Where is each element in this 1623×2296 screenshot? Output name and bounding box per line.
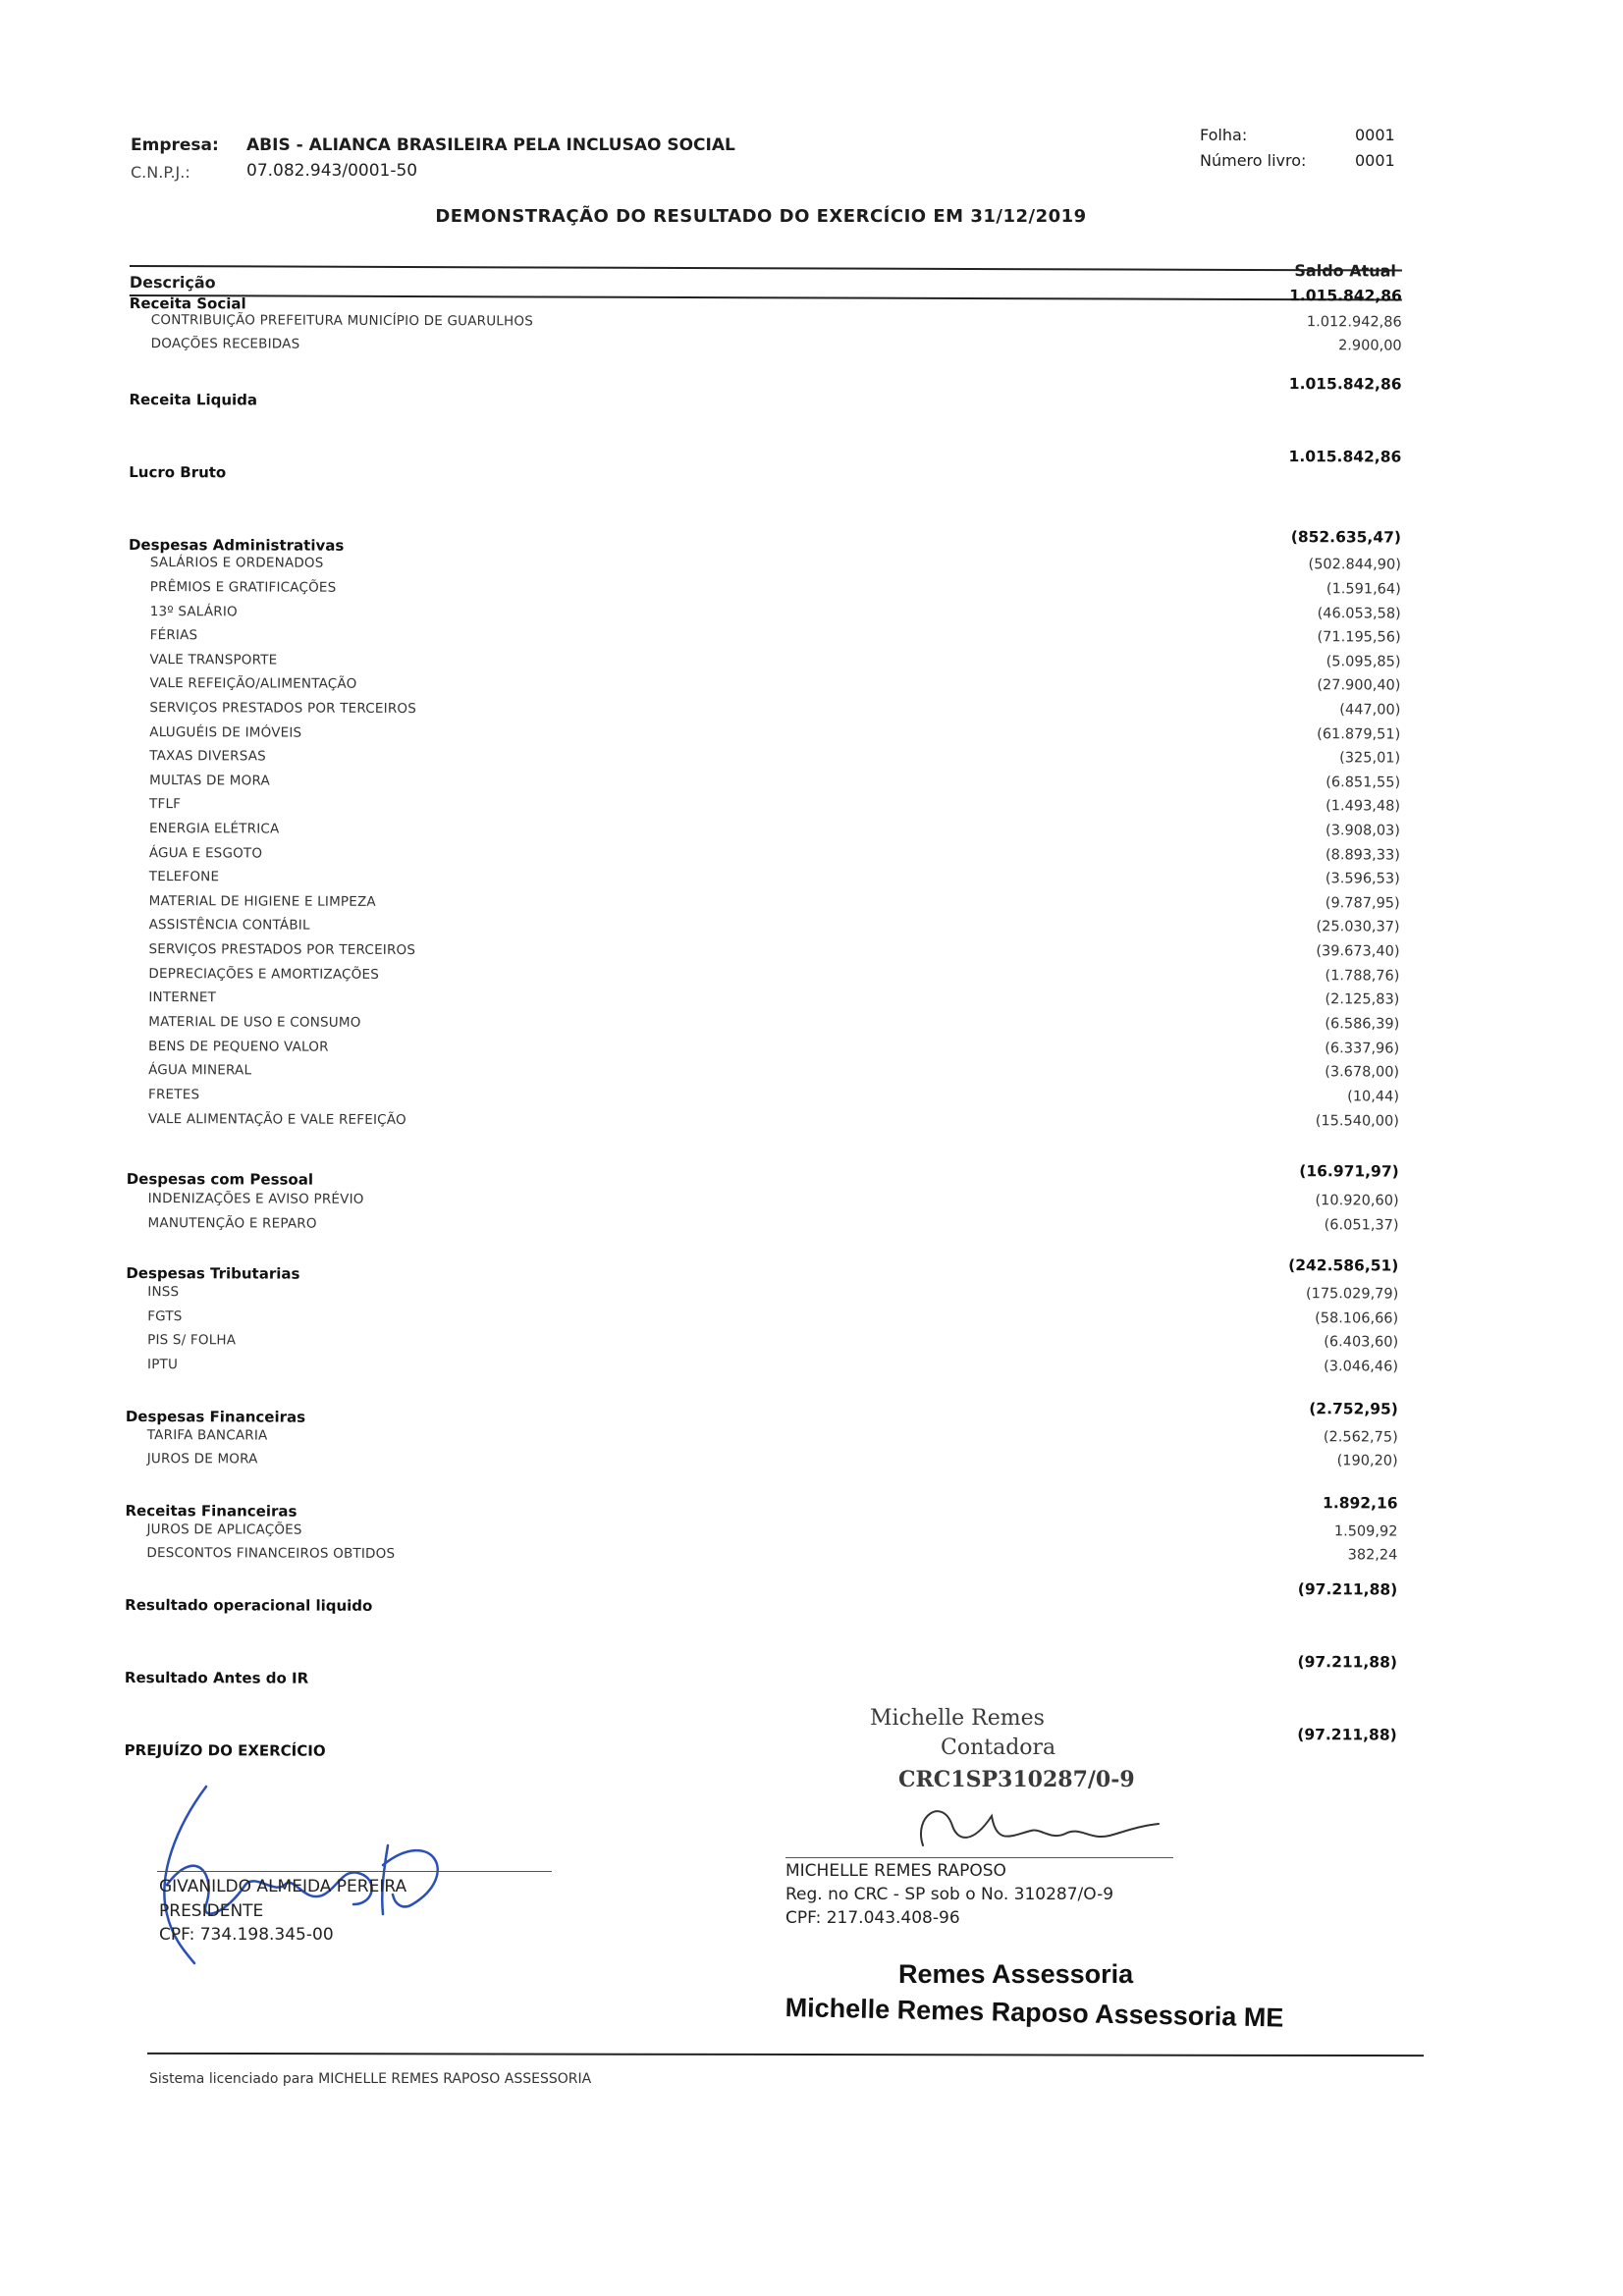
- line-item-value: (10,44): [1347, 1089, 1400, 1105]
- line-item-label: ÁGUA E ESGOTO: [148, 845, 263, 862]
- accountant-handwritten-crc: CRC1SP310287/0-9: [898, 1767, 1135, 1792]
- group-total: (97.211,88): [1297, 1726, 1397, 1744]
- line-item-row: [128, 748, 1400, 776]
- line-item-label: BENS DE PEQUENO VALOR: [148, 1039, 329, 1055]
- line-item-value: (3.908,03): [1325, 823, 1400, 839]
- line-item-row: [127, 1087, 1399, 1115]
- cnpj-label: C.N.P.J.:: [131, 163, 190, 182]
- group-label: Despesas com Pessoal: [126, 1169, 314, 1189]
- footer-license-text: Sistema licenciado para MICHELLE REMES RAPOSO ASSESSORIA: [149, 2071, 592, 2087]
- line-item-label: TARIFA BANCARIA: [146, 1427, 268, 1444]
- line-item-row: [128, 917, 1400, 945]
- line-item-value: (175.029,79): [1305, 1286, 1399, 1303]
- group-label: Resultado Antes do IR: [124, 1668, 309, 1687]
- group-total: (2.752,95): [1309, 1400, 1398, 1418]
- line-item-row: [127, 1014, 1399, 1042]
- line-item-value: (9.787,95): [1325, 895, 1400, 912]
- income-statement-table: [125, 253, 1402, 1789]
- group-label: Receitas Financeiras: [125, 1501, 298, 1521]
- group-label: Receita Liquida: [129, 390, 258, 409]
- accountant-signature-scribble: [884, 1787, 1178, 1865]
- group-label: PREJUÍZO DO EXERCÍCIO: [124, 1740, 326, 1760]
- group-label: Receita Social: [129, 294, 246, 313]
- line-item-row: [127, 989, 1399, 1018]
- line-item-value: (10.920,60): [1315, 1193, 1399, 1209]
- line-item-value: (15.540,00): [1315, 1113, 1399, 1130]
- line-item-label: ENERGIA ELÉTRICA: [148, 821, 280, 837]
- line-item-label: FRETES: [147, 1087, 200, 1103]
- line-item-value: (6.337,96): [1325, 1041, 1400, 1057]
- line-item-value: 1.509,92: [1333, 1523, 1398, 1540]
- group-total: 1.015.842,86: [1288, 375, 1402, 394]
- cnpj-value: 07.082.943/0001-50: [246, 161, 418, 181]
- group-total: 1.015.842,86: [1289, 287, 1402, 305]
- line-item-value: (6.586,39): [1325, 1016, 1400, 1033]
- header-rule-top: [130, 265, 1402, 272]
- line-item-label: PRÊMIOS E GRATIFICAÇÕES: [149, 579, 337, 596]
- accountant-signature-line: [785, 1857, 1173, 1858]
- group-total: (242.586,51): [1288, 1256, 1399, 1275]
- line-item-label: DEPRECIAÇÕES E AMORTIZAÇÕES: [148, 966, 380, 983]
- line-item-label: MATERIAL DE USO E CONSUMO: [148, 1014, 361, 1031]
- line-item-value: (71.195,56): [1317, 629, 1401, 646]
- line-item-label: PIS S/ FOLHA: [147, 1332, 237, 1349]
- group-row: [126, 1162, 1399, 1195]
- line-item-label: MATERIAL DE HIGIENE E LIMPEZA: [148, 893, 376, 910]
- line-item-value: 382,24: [1347, 1547, 1398, 1564]
- president-signature-line: [157, 1871, 552, 1872]
- line-item-label: 13º SALÁRIO: [149, 604, 238, 620]
- line-item-label: TAXAS DIVERSAS: [149, 748, 266, 765]
- line-item-value: (39.673,40): [1316, 943, 1400, 960]
- group-label: Despesas Financeiras: [125, 1407, 306, 1426]
- line-item-label: CONTRIBUIÇÃO PREFEITURA MUNICÍPIO DE GUARULHOS: [150, 312, 534, 330]
- president-name: GIVANILDO ALMEIDA PEREIRA: [159, 1877, 407, 1896]
- line-item-value: (2.562,75): [1323, 1429, 1398, 1446]
- line-item-label: ALUGUÉIS DE IMÓVEIS: [149, 724, 302, 741]
- accountant-crc: Reg. no CRC - SP sob o No. 310287/O-9: [785, 1885, 1114, 1904]
- group-label: Despesas Tributarias: [126, 1263, 300, 1283]
- line-item-row: [128, 700, 1400, 728]
- line-item-value: 2.900,00: [1338, 338, 1402, 354]
- line-item-value: (1.591,64): [1325, 581, 1401, 598]
- line-item-value: (447,00): [1339, 702, 1401, 719]
- group-total: 1.892,16: [1323, 1494, 1398, 1513]
- line-item-value: (2.125,83): [1325, 991, 1400, 1008]
- line-item-value: (3.678,00): [1325, 1064, 1400, 1081]
- line-item-label: TFLF: [149, 796, 182, 813]
- line-item-value: (325,01): [1339, 750, 1401, 767]
- line-item-label: FÉRIAS: [149, 627, 198, 644]
- line-item-label: VALE TRANSPORTE: [149, 652, 278, 668]
- line-item-row: [127, 941, 1399, 970]
- accountant-name: MICHELLE REMES RAPOSO: [785, 1861, 1006, 1881]
- line-item-label: MULTAS DE MORA: [149, 773, 270, 789]
- accountant-cpf: CPF: 217.043.408-96: [785, 1908, 960, 1928]
- president-cpf: CPF: 734.198.345-00: [159, 1925, 334, 1945]
- group-label: Despesas Administrativas: [128, 535, 345, 555]
- empresa-label: Empresa:: [131, 135, 219, 155]
- line-item-label: FGTS: [147, 1308, 183, 1325]
- group-label: Resultado operacional liquido: [125, 1595, 373, 1615]
- line-item-label: INDENIZAÇÕES E AVISO PRÉVIO: [147, 1191, 364, 1207]
- line-item-label: SERVIÇOS PRESTADOS POR TERCEIROS: [149, 700, 417, 718]
- folha-value: 0001: [1355, 126, 1395, 144]
- company-header: [131, 135, 735, 155]
- footer-rule: [147, 2053, 1424, 2056]
- line-item-row: [127, 1062, 1399, 1091]
- line-item-row: [128, 675, 1400, 704]
- folha-label: Folha:: [1200, 126, 1248, 144]
- line-item-label: TELEFONE: [148, 869, 220, 885]
- line-item-label: SERVIÇOS PRESTADOS POR TERCEIROS: [148, 941, 416, 959]
- line-item-row: [128, 821, 1400, 849]
- column-description-header: Descrição: [129, 272, 216, 293]
- line-item-row: [128, 796, 1400, 825]
- group-total: (97.211,88): [1297, 1653, 1398, 1672]
- line-item-label: INTERNET: [148, 989, 217, 1006]
- line-item-label: ASSISTÊNCIA CONTÁBIL: [148, 917, 310, 934]
- line-item-row: [126, 1284, 1398, 1312]
- group-total: (852.635,47): [1290, 528, 1402, 547]
- line-item-row: [126, 1332, 1398, 1361]
- group-total: (16.971,97): [1299, 1162, 1399, 1181]
- signature-stroke: [921, 1811, 1159, 1845]
- line-item-value: (502.844,90): [1308, 557, 1401, 573]
- line-item-value: (3.596,53): [1325, 871, 1400, 887]
- line-item-value: (1.493,48): [1325, 798, 1401, 815]
- line-item-value: 1.012.942,86: [1306, 314, 1402, 331]
- line-item-value: (6.051,37): [1324, 1217, 1399, 1234]
- line-item-row: [126, 1451, 1398, 1479]
- group-row: [129, 448, 1402, 486]
- accountant-handwritten-role: Contadora: [941, 1735, 1056, 1760]
- line-item-row: [126, 1215, 1398, 1244]
- group-row: [124, 1726, 1397, 1764]
- line-item-value: (27.900,40): [1317, 677, 1401, 694]
- line-item-row: [129, 627, 1401, 656]
- line-item-row: [127, 1111, 1399, 1140]
- line-item-value: (61.879,51): [1317, 726, 1401, 743]
- group-total: 1.015.842,86: [1288, 448, 1402, 466]
- line-item-value: (6.403,60): [1324, 1334, 1399, 1351]
- line-item-label: MANUTENÇÃO E REPARO: [147, 1215, 317, 1232]
- group-row: [129, 375, 1402, 413]
- line-item-label: VALE REFEIÇÃO/ALIMENTAÇÃO: [149, 675, 357, 692]
- line-item-row: [128, 869, 1400, 897]
- company-name: ABIS - ALIANCA BRASILEIRA PELA INCLUSAO SOCIAL: [246, 135, 735, 155]
- livro-value: 0001: [1355, 151, 1395, 170]
- line-item-value: (3.046,46): [1324, 1359, 1399, 1375]
- line-item-value: (46.053,58): [1317, 606, 1401, 622]
- group-total: (97.211,88): [1297, 1580, 1398, 1599]
- line-item-label: DESCONTOS FINANCEIROS OBTIDOS: [146, 1545, 396, 1562]
- group-label: Lucro Bruto: [129, 462, 227, 482]
- line-item-row: [129, 555, 1401, 583]
- line-item-row: [126, 1357, 1398, 1385]
- line-item-value: (6.851,55): [1325, 774, 1401, 791]
- line-item-row: [130, 336, 1402, 364]
- line-item-value: (58.106,66): [1315, 1310, 1399, 1327]
- line-item-label: DOAÇÕES RECEBIDAS: [150, 336, 300, 352]
- line-item-row: [129, 579, 1401, 608]
- group-row: [124, 1653, 1398, 1691]
- column-balance-header: Saldo Atual: [1294, 261, 1396, 281]
- stamp-firm-short: Remes Assessoria: [898, 1959, 1134, 1989]
- line-item-label: ÁGUA MINERAL: [148, 1062, 252, 1079]
- line-item-value: (1.788,76): [1325, 968, 1400, 985]
- line-item-row: [125, 1545, 1397, 1574]
- line-item-label: SALÁRIOS E ORDENADOS: [149, 555, 324, 571]
- stamp-firm-full: Michelle Remes Raposo Assessoria ME: [784, 1993, 1284, 2033]
- group-row: [125, 1580, 1398, 1619]
- line-item-label: VALE ALIMENTAÇÃO E VALE REFEIÇÃO: [147, 1111, 406, 1128]
- line-item-value: (190,20): [1336, 1453, 1398, 1469]
- accountant-handwritten-name: Michelle Remes: [870, 1706, 1045, 1731]
- line-item-label: INSS: [147, 1284, 180, 1301]
- document-title: DEMONSTRAÇÃO DO RESULTADO DO EXERCÍCIO EM 31/12/2019: [435, 206, 1087, 227]
- line-item-value: (5.095,85): [1325, 654, 1401, 670]
- president-role: PRESIDENTE: [159, 1901, 264, 1921]
- line-item-label: JUROS DE APLICAÇÕES: [146, 1522, 302, 1538]
- line-item-value: (25.030,37): [1316, 919, 1400, 935]
- president-signature-scribble: [137, 1767, 569, 1983]
- line-item-value: (8.893,33): [1325, 847, 1400, 864]
- line-item-row: [127, 1191, 1399, 1219]
- line-item-label: IPTU: [147, 1357, 179, 1373]
- line-item-label: JUROS DE MORA: [146, 1451, 258, 1468]
- livro-label: Número livro:: [1200, 151, 1307, 170]
